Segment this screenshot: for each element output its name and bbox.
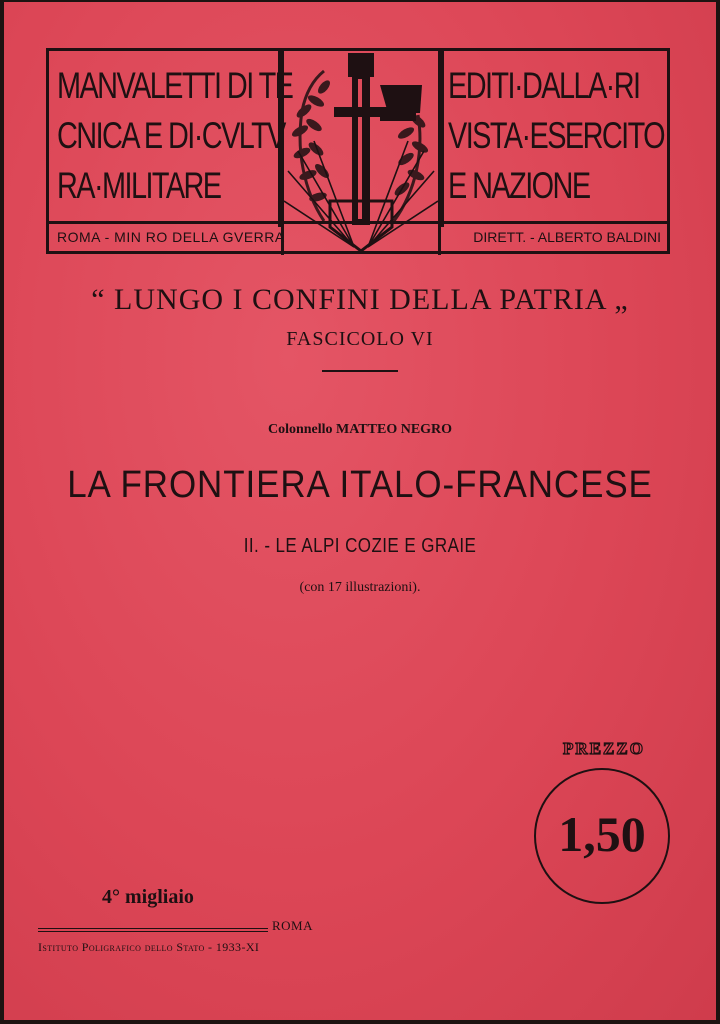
header-left-line-1: MANVALETTI DI TE	[57, 65, 293, 106]
subtitle: II. - LE ALPI COZIE E GRAIE	[243, 535, 477, 557]
header-footer-strip	[49, 221, 667, 251]
publisher-city: ROMA	[272, 918, 314, 933]
title-divider	[322, 370, 398, 372]
series-title: “ LUNGO I CONFINI DELLA PATRIA „	[91, 283, 629, 316]
booklet-cover	[4, 2, 716, 1020]
main-title: LA FRONTIERA ITALO-FRANCESE	[67, 464, 653, 506]
header-left-line-2: CNICA E DI·CVLTV	[57, 115, 285, 156]
illustrations-note: (con 17 illustrazioni).	[299, 580, 421, 595]
print-run: 4° migliaio	[102, 886, 194, 908]
header-right-line-2: VISTA·ESERCITO	[448, 115, 665, 156]
price-label: PREZZO	[563, 739, 645, 758]
header-right-panel	[441, 51, 667, 227]
publisher-line: Istituto Poligrafico dello Stato - 1933-XI	[38, 940, 260, 954]
header-left-panel	[49, 51, 293, 227]
header-right-line-1: EDITI·DALLA·RI	[448, 65, 640, 106]
publisher-rule	[38, 928, 268, 929]
price-value: 1,50	[558, 806, 646, 862]
header-foot-right: DIRETT. - ALBERTO BALDINI	[473, 229, 661, 245]
fascicolo-label: FASCICOLO VI	[286, 328, 434, 350]
author-line: Colonnello MATTEO NEGRO	[267, 422, 453, 437]
header-foot-left: ROMA - MIN RO DELLA GVERRA	[57, 229, 285, 245]
header-right-line-3: E NAZIONE	[448, 165, 590, 206]
header-box	[46, 48, 670, 254]
header-left-line-3: RA·MILITARE	[57, 165, 221, 206]
price-circle	[534, 768, 670, 904]
